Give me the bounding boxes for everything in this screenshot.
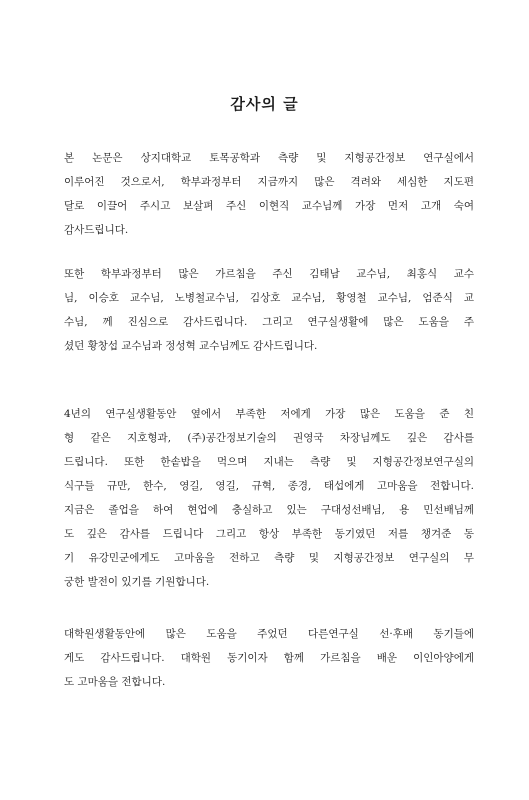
- paragraph-line: 본 논문은 상지대학교 토목공학과 측량 및 지형공간정보 연구실에서: [64, 152, 474, 164]
- paragraph-lab-members: [64, 402, 474, 594]
- paragraph-line: 궁한 발전이 있기를 기원합니다.: [64, 576, 210, 588]
- paragraph-line: 게도 감사드립니다. 대학원 동기이자 함께 가르침을 배운 이인아양에게: [64, 652, 474, 664]
- paragraph-line: 식구들 규만, 한수, 영길, 영길, 규혁, 종경, 태섭에게 고마움을 전합니다.: [64, 480, 474, 492]
- paragraph-line: 기 유강민군에게도 고마움을 전하고 측량 및 지형공간정보 연구실의 무: [64, 552, 474, 564]
- paragraph-line: 수님, 께 진심으로 감사드립니다. 그리고 연구실생활에 많은 도움을 주: [64, 316, 474, 328]
- paragraph-line: 4년의 연구실생활동안 옆에서 부족한 저에게 가장 많은 도움을 준 친: [64, 408, 474, 420]
- paragraph-line: 또한 학부과정부터 많은 가르침을 주신 김태남 교수님, 최홍식 교수: [64, 268, 474, 280]
- page-title: 감사의 글: [230, 95, 299, 113]
- paragraph-graduate-peers: [64, 622, 474, 694]
- paragraph-line: 형 같은 지호형과, (주)공간정보기술의 권영국 차장님께도 깊은 감사를: [64, 432, 474, 444]
- paragraph-line: 달로 이끌어 주시고 보살펴 주신 이현직 교수님께 가장 먼저 고개 숙여: [64, 200, 474, 212]
- paragraph-line: 도 고마움을 전합니다.: [64, 676, 166, 688]
- paragraph-line: 감사드립니다.: [64, 224, 129, 236]
- paragraph-professors: [64, 262, 474, 358]
- paragraph-advisor: [64, 146, 474, 242]
- paragraph-line: 셨던 황창섭 교수님과 정성혁 교수님께도 감사드립니다.: [64, 340, 318, 352]
- paragraph-line: 도 깊은 감사를 드립니다 그리고 항상 부족한 동기였던 저를 챙겨준 동: [64, 528, 474, 540]
- paragraph-line: 님, 이승호 교수님, 노병철교수님, 김상호 교수님, 황영철 교수님, 엄준식 교: [64, 292, 474, 304]
- paragraph-line: 드립니다. 또한 한솥밥을 먹으며 지내는 측량 및 지형공간정보연구실의: [64, 456, 474, 468]
- paragraph-line: 이루어진 것으로서, 학부과정부터 지금까지 많은 격려와 세심한 지도편: [64, 176, 474, 188]
- paragraph-line: 지금은 졸업을 하여 현업에 충실하고 있는 구대성선배님, 용 민선배님께: [64, 504, 474, 516]
- paragraph-line: 대학원생활동안에 많은 도움을 주었던 다른연구실 선·후배 동기들에: [64, 628, 474, 640]
